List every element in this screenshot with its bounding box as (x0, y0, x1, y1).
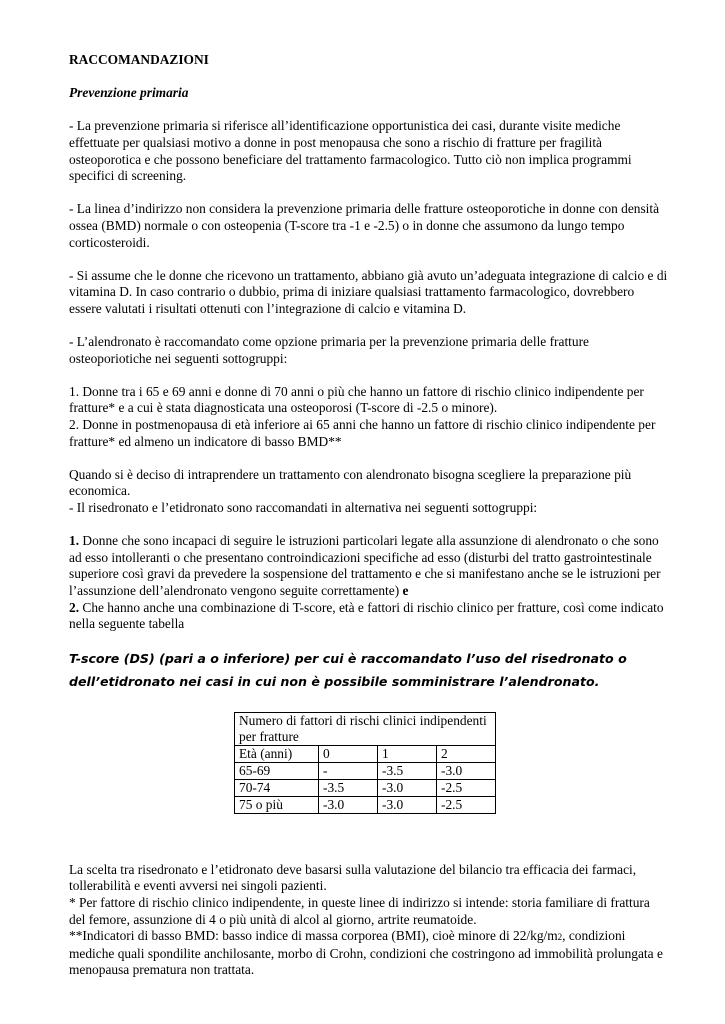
footnote-low-bmd-subscript: 2 (557, 932, 563, 943)
document-page (69, 52, 669, 979)
table-cell: -3.0 (378, 779, 437, 796)
alt-item-1-number: 1. (69, 533, 80, 549)
alt-item-2 (69, 600, 669, 633)
table-cell: -3.5 (319, 779, 378, 796)
paragraph-alternatives: - Il risedronato e l’etidronato sono raccomandati in alternativa nei seguenti sottogruppi: (69, 500, 538, 516)
table-row (235, 779, 496, 796)
list-item-2: 2. Donne in postmenopausa di età inferiore ai 65 anni che hanno un fattore di rischio clinico indipendente per fratture* ed almeno un indicatore di basso BMD** (69, 417, 656, 449)
document-title: RACCOMANDAZIONI (69, 52, 209, 67)
table-cell: 75 o più (235, 796, 319, 813)
table-cell: -2.5 (437, 779, 496, 796)
table-cell: 65-69 (235, 762, 319, 779)
table-row (235, 762, 496, 779)
column-header-0: 0 (319, 745, 378, 762)
alt-item-1-text: Donne che sono incapaci di seguire le istruzioni particolari legate alla assunzione di alendronato o che sono ad esso intolleranti o che presentano controindicazioni specifiche ad esso (disturbi del tratto gastrointestinale superiore così gravi da prevedere la sospensione del trattamento e che si manifestano anche se le istruzioni per l’assunzione dell’alendronato vengono seguite correttamente) (69, 533, 661, 598)
table-cell: -3.0 (437, 762, 496, 779)
paragraph-1: - La prevenzione primaria si riferisce all’identificazione opportunistica dei casi, durante visite mediche effettuate per qualsiasi motivo a donne in post menopausa che sono a rischio di fratture per fragilità osteoporotica e che possono beneficiare del trattamento farmacologico. Tutto ciò non implica programmi specifici di screening. (69, 118, 632, 184)
table-cell: -3.5 (378, 762, 437, 779)
list-item-1: 1. Donne tra i 65 e 69 anni e donne di 70 anni o più che hanno un fattore di rischio clinico indipendente per fratture* e a cui è stata diagnosticata una osteoporosi (T-score di -2.5 o minore). (69, 383, 644, 416)
paragraph-3: - Si assume che le donne che ricevono un trattamento, abbiano già avuto un’adeguata integrazione di calcio e di vitamina D. In caso contrario o dubbio, prima di iniziare qualsiasi trattamento farmacologico, dovrebbero essere valutati i risultati ottenuti con l’integrazione di calcio e vitamina D. (69, 267, 668, 316)
paragraph-4: - L’alendronato è raccomandato come opzione primaria per la prevenzione primaria delle fratture osteoporiotiche nei seguenti sottogruppi: (69, 334, 589, 366)
table-heading: T-score (DS) (pari a o inferiore) per cui è raccomandato l’uso del risedronato o dell’etidronato nei casi in cui non è possibile somministrare l’alendronato. (69, 650, 627, 689)
footnote-low-bmd (69, 928, 669, 979)
footnote-risk-factors: * Per fattore di rischio clinico indipendente, in queste linee di indirizzo si intende: storia familiare di frattura del femore, assunzione di 4 o più unità di alcol al giorno, artrite reumatoide. (69, 894, 650, 927)
tscore-table-wrapper (234, 712, 669, 814)
table-cell: -3.0 (319, 796, 378, 813)
table-column-row (235, 745, 496, 762)
footnote-low-bmd-text-1: **Indicatori di basso BMD: basso indice di massa corporea (BMI), cioè minore di 22/kg/m (69, 928, 558, 944)
column-header-1: 1 (378, 745, 437, 762)
column-header-eta: Età (anni) (235, 745, 319, 762)
table-cell: 70-74 (235, 779, 319, 796)
paragraph-alendronato-choice: Quando si è deciso di intraprendere un trattamento con alendronato bisogna scegliere la preparazione più economica. (69, 466, 632, 499)
closing-paragraph-1: La scelta tra risedronato e l’etidronato deve basarsi sulla valutazione del bilancio tra efficacia dei farmaci, tollerabilità e eventi avversi nei singoli pazienti. (69, 861, 637, 894)
table-cell: -3.0 (378, 796, 437, 813)
table-cell: -2.5 (437, 796, 496, 813)
table-cell: - (319, 762, 378, 779)
tscore-table (234, 712, 496, 814)
table-row (235, 796, 496, 813)
paragraph-2: - La linea d’indirizzo non considera la prevenzione primaria delle fratture osteoporotiche in donne con densità ossea (BMD) normale o con osteopenia (T-score tra -1 e -2.5) o in donne che assumono da lungo tempo corticosteroidi. (69, 201, 660, 250)
alt-item-1-end: e (402, 583, 409, 598)
alt-item-2-number: 2. (69, 599, 80, 615)
section-subtitle: Prevenzione primaria (69, 85, 189, 101)
alt-item-2-text: Che hanno anche una combinazione di T-score, età e fattori di rischio clinico per fratture, così come indicato nella seguente tabella (69, 599, 664, 632)
column-header-2: 2 (437, 745, 496, 762)
footnote-low-bmd-text-2: , condizioni mediche quali spondilite anchilosante, morbo di Crohn, condizioni che costringono ad immobilità prolungata e menopausa prematura non trattata. (69, 928, 663, 978)
table-header-span: Numero di fattori di rischi clinici indipendenti per fratture (235, 712, 496, 745)
table-header-row (235, 712, 496, 745)
alt-item-1 (69, 533, 669, 599)
